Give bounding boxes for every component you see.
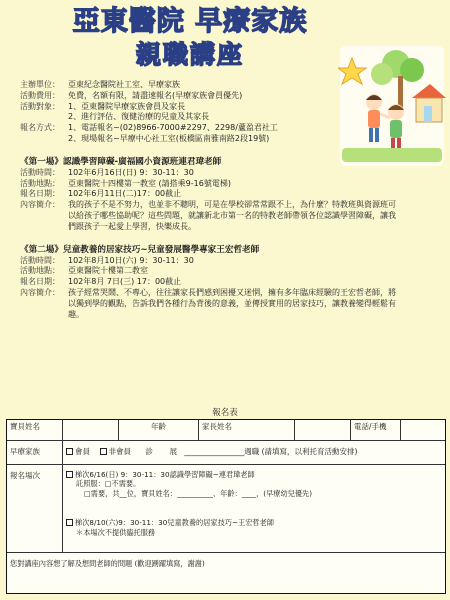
signup-value-2: 2、現場報名~早療中心社工室(板橋區南雅南路2段19號) xyxy=(68,133,270,143)
form-session-1-line2: 託照服：□不需要。 xyxy=(76,479,141,489)
form-session-1-line1: 梯次6/16(日) 9：30-11：30認識學習障礙~連君瑋老師 xyxy=(75,470,255,479)
session-2-deadline-label: 報名日期： xyxy=(20,277,60,287)
audience-value-1: 1、亞東醫院早療家族會員及家長 xyxy=(68,101,186,111)
parent-name-field[interactable] xyxy=(295,420,351,440)
session-1-deadline-label: 報名日期： xyxy=(20,189,60,199)
form-session-1-line3: □需要，共__位，寶貝姓名：__________、年齡：____，(早療幼兒優先) xyxy=(84,488,313,498)
signup-value-1: 1、電話報名~(02)8966-7000#2297、2298/蘆盈君社工 xyxy=(68,123,278,133)
age-label: 年齡 xyxy=(119,420,199,440)
baby-name-field[interactable] xyxy=(63,420,119,440)
session-2-time: 102年8月10日(六) 9：30-11：30 xyxy=(68,255,194,265)
fee-row xyxy=(20,91,440,102)
baby-name-label: 寶貝姓名 xyxy=(7,420,63,440)
session-2-intro: 孩子經常哭鬧、不專心，往往讓家長們感到困擾又迷惘，擁有多年臨床經驗的王宏哲老師，將以獨到學的觀點，告訴我們各種行為背後的意義，並傳授實用的居家技巧，讓教養變得輕鬆有趣。 xyxy=(68,287,396,319)
member-checkbox[interactable] xyxy=(66,448,73,455)
session-1-checkbox[interactable] xyxy=(66,471,73,478)
audience-row xyxy=(20,102,440,113)
form-row-family: 早療家族 會員 非會員 診 展 ________________週職 (請填寫，以利托育活動安排) xyxy=(7,441,445,465)
organizer-value: 亞東紀念醫院社工室、早療家族 xyxy=(68,80,180,89)
poster-title xyxy=(25,6,355,70)
session-2-checkbox[interactable] xyxy=(66,519,73,526)
form-session-2-line2: ＊本場次不提供臨托服務 xyxy=(76,527,156,537)
title-line-1: 亞東醫院 早療家族 xyxy=(72,6,308,37)
nonmember-label: 非會員 xyxy=(108,447,132,456)
session-2-time-label: 活動時間： xyxy=(20,255,60,265)
session-1-deadline: 102年6月11日(二)17：00截止 xyxy=(68,189,182,199)
family-note: 週職 (請填寫，以利托育活動安排) xyxy=(244,447,358,456)
session-1-place: 亞東醫院十四樓第一教室 (請搭乘9-16號電梯) xyxy=(68,178,231,188)
event-info xyxy=(20,80,440,320)
form-row-names xyxy=(7,420,445,441)
session-1-time: 102年6月16日(日) 9：30-11：30 xyxy=(68,167,194,177)
session-2-deadline: 102年8月 7日(三) 17：00截止 xyxy=(68,277,182,287)
registration-form xyxy=(6,419,446,594)
audience-value-2: 2、進行評估、復健治療的兒童及其家長 xyxy=(68,112,210,122)
form-title: 報名表 xyxy=(212,408,238,418)
signup-label: 報名方式： xyxy=(20,123,60,133)
sessions-label: 報名場次 xyxy=(7,465,63,552)
parent-name-label: 家長姓名 xyxy=(199,420,295,440)
phone-field[interactable] xyxy=(401,420,445,440)
family-label: 早療家族 xyxy=(7,441,63,464)
session-1-intro-label: 內容簡介： xyxy=(20,200,60,210)
fee-value: 免費，名額有限，請盡速報名(早療家族會員優先) xyxy=(68,90,243,100)
session-2-intro-label: 內容簡介： xyxy=(20,287,60,297)
member-label: 會員 xyxy=(75,447,90,456)
session-1-place-label: 活動地點： xyxy=(20,178,60,188)
title-line-2: 親職講座 xyxy=(135,40,244,69)
session-2-place-label: 活動地點： xyxy=(20,266,60,276)
signup-row xyxy=(20,123,440,134)
nonmember-checkbox[interactable] xyxy=(100,448,107,455)
session-2-title: 《第二場》兒童教養的居家技巧~兒童發展醫學專家王宏哲老師 xyxy=(20,244,260,255)
dept-label: 展 xyxy=(169,447,178,456)
session-1-title: 《第一場》認識學習障礙-廣福國小資源班連君瑋老師 xyxy=(20,156,222,167)
session-2-place: 亞東醫院十樓第二教室 xyxy=(68,266,148,276)
form-row-question xyxy=(7,553,445,592)
session-1-intro: 我的孩子不是不努力，也並非不聰明，可是在學校卻常常跟不上，為什麼？特教班與資源班可以給孩子哪些協助呢？這些問題，就讓新北市第一名的特教老師帶領各位認識學習障礙，讓我們跟孩子一起愛上學習，快樂成長。 xyxy=(68,200,396,231)
form-row-sessions xyxy=(7,465,445,553)
form-session-2-line1: 梯次8/10(六)9：30-11：30兒童教養的居家技巧~王宏哲老師 xyxy=(75,518,274,528)
organizer-row xyxy=(20,80,440,91)
session-1-time-label: 活動時間： xyxy=(20,167,60,177)
phone-label: 電話/手機 xyxy=(351,420,401,440)
organizer-label: 主辦單位： xyxy=(20,80,60,89)
medical-label: 診 xyxy=(145,447,153,456)
question-prompt[interactable]: 您對講座內容想了解及想問老師的問題 (歡迎踴躍填寫，謝謝) xyxy=(10,559,205,568)
audience-label: 活動對象： xyxy=(20,101,60,111)
fee-label: 活動費用： xyxy=(20,90,60,100)
